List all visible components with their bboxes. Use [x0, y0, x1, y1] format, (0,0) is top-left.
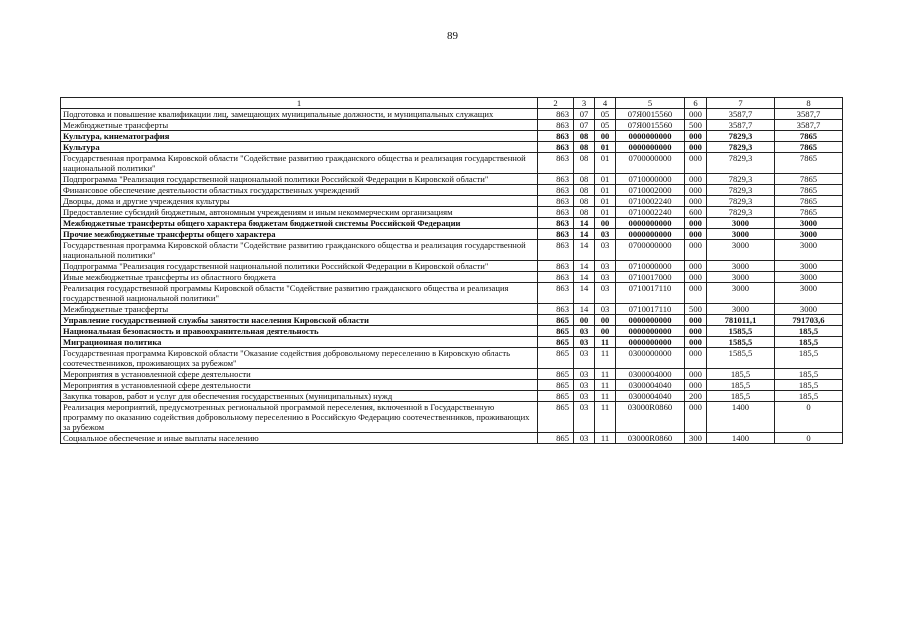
- cell-col3: 07: [574, 109, 595, 120]
- cell-col5: 07Я0015560: [616, 109, 685, 120]
- cell-col2: 863: [538, 272, 574, 283]
- cell-col6: 000: [685, 380, 707, 391]
- table-row: [61, 240, 843, 261]
- cell-col3: 03: [574, 402, 595, 433]
- table-row: [61, 153, 843, 174]
- cell-name: Прочие межбюджетные трансферты общего характера: [61, 229, 538, 240]
- header-row: [61, 98, 843, 109]
- header-cell: 8: [775, 98, 843, 109]
- cell-col2: 865: [538, 348, 574, 369]
- cell-name: Культура: [61, 142, 538, 153]
- cell-col7: 1400: [707, 433, 775, 444]
- cell-col6: 000: [685, 272, 707, 283]
- cell-col4: 00: [595, 315, 616, 326]
- cell-col4: 11: [595, 348, 616, 369]
- cell-col7: 781011,1: [707, 315, 775, 326]
- cell-name: Культура, кинематография: [61, 131, 538, 142]
- cell-col7: 1585,5: [707, 348, 775, 369]
- cell-col4: 11: [595, 433, 616, 444]
- table-row: [61, 272, 843, 283]
- cell-col5: 0000000000: [616, 315, 685, 326]
- cell-col6: 300: [685, 433, 707, 444]
- cell-col8: 185,5: [775, 337, 843, 348]
- cell-col6: 000: [685, 185, 707, 196]
- cell-col2: 865: [538, 337, 574, 348]
- table-row: [61, 185, 843, 196]
- cell-col7: 7829,3: [707, 207, 775, 218]
- cell-col8: 3587,7: [775, 120, 843, 131]
- cell-col7: 3000: [707, 261, 775, 272]
- cell-col8: 185,5: [775, 326, 843, 337]
- cell-col8: 3000: [775, 304, 843, 315]
- cell-col4: 01: [595, 185, 616, 196]
- table-row: [61, 109, 843, 120]
- cell-col3: 08: [574, 153, 595, 174]
- cell-col2: 863: [538, 261, 574, 272]
- cell-col7: 7829,3: [707, 196, 775, 207]
- cell-col7: 185,5: [707, 369, 775, 380]
- cell-col5: 0710002240: [616, 196, 685, 207]
- cell-col8: 7865: [775, 174, 843, 185]
- cell-col6: 000: [685, 402, 707, 433]
- cell-col8: 7865: [775, 131, 843, 142]
- cell-col4: 01: [595, 207, 616, 218]
- table-row: [61, 131, 843, 142]
- table-row: [61, 120, 843, 131]
- cell-col3: 08: [574, 196, 595, 207]
- cell-col7: 3000: [707, 283, 775, 304]
- cell-name: Подпрограмма "Реализация государственной национальной политики Российской Федерации в Кировской области": [61, 261, 538, 272]
- cell-col5: 0000000000: [616, 326, 685, 337]
- header-cell: 3: [574, 98, 595, 109]
- header-cell: 1: [61, 98, 538, 109]
- cell-col7: 185,5: [707, 391, 775, 402]
- cell-col7: 7829,3: [707, 131, 775, 142]
- table-row: [61, 433, 843, 444]
- cell-col2: 863: [538, 131, 574, 142]
- cell-col8: 3000: [775, 240, 843, 261]
- table-row: [61, 283, 843, 304]
- cell-col7: 1585,5: [707, 337, 775, 348]
- cell-col7: 3000: [707, 218, 775, 229]
- cell-col3: 08: [574, 185, 595, 196]
- table-row: [61, 348, 843, 369]
- cell-col4: 03: [595, 272, 616, 283]
- cell-col2: 863: [538, 109, 574, 120]
- cell-col3: 08: [574, 174, 595, 185]
- table-row: [61, 391, 843, 402]
- cell-col4: 00: [595, 131, 616, 142]
- cell-col4: 00: [595, 326, 616, 337]
- cell-col4: 11: [595, 380, 616, 391]
- header-cell: 7: [707, 98, 775, 109]
- cell-col4: 01: [595, 142, 616, 153]
- cell-col6: 000: [685, 337, 707, 348]
- cell-col6: 000: [685, 326, 707, 337]
- page-number: 89: [447, 30, 458, 42]
- table-row: [61, 304, 843, 315]
- cell-col6: 200: [685, 391, 707, 402]
- cell-col5: 0710000000: [616, 261, 685, 272]
- cell-col4: 03: [595, 240, 616, 261]
- table-row: [61, 142, 843, 153]
- cell-name: Миграционная политика: [61, 337, 538, 348]
- cell-col4: 03: [595, 229, 616, 240]
- cell-col5: 0300000000: [616, 348, 685, 369]
- cell-col2: 865: [538, 326, 574, 337]
- cell-col5: 0710002240: [616, 207, 685, 218]
- cell-name: Дворцы, дома и другие учреждения культуры: [61, 196, 538, 207]
- cell-col8: 185,5: [775, 369, 843, 380]
- cell-col2: 865: [538, 380, 574, 391]
- header-cell: 4: [595, 98, 616, 109]
- table-row: [61, 196, 843, 207]
- cell-col7: 7829,3: [707, 142, 775, 153]
- cell-name: Предоставление субсидий бюджетным, автономным учреждениям и иным некоммерческим организациям: [61, 207, 538, 218]
- cell-col7: 7829,3: [707, 174, 775, 185]
- cell-name: Финансовое обеспечение деятельности областных государственных учреждений: [61, 185, 538, 196]
- cell-name: Закупка товаров, работ и услуг для обеспечения государственных (муниципальных) нужд: [61, 391, 538, 402]
- cell-col7: 3587,7: [707, 120, 775, 131]
- cell-col6: 500: [685, 120, 707, 131]
- cell-col5: 0300004040: [616, 391, 685, 402]
- cell-col5: 0300004040: [616, 380, 685, 391]
- cell-col2: 865: [538, 315, 574, 326]
- cell-col2: 863: [538, 283, 574, 304]
- cell-col6: 500: [685, 304, 707, 315]
- cell-col4: 05: [595, 120, 616, 131]
- cell-col2: 863: [538, 229, 574, 240]
- cell-col6: 000: [685, 131, 707, 142]
- table-row: [61, 174, 843, 185]
- cell-col5: 0000000000: [616, 229, 685, 240]
- cell-col2: 863: [538, 240, 574, 261]
- cell-col4: 11: [595, 402, 616, 433]
- cell-col7: 7829,3: [707, 185, 775, 196]
- cell-col3: 03: [574, 391, 595, 402]
- table-row: [61, 380, 843, 391]
- cell-col5: 0700000000: [616, 153, 685, 174]
- cell-col8: 7865: [775, 196, 843, 207]
- cell-col5: 0700000000: [616, 240, 685, 261]
- cell-col4: 11: [595, 369, 616, 380]
- cell-col5: 03000R0860: [616, 433, 685, 444]
- cell-col3: 03: [574, 369, 595, 380]
- cell-col2: 863: [538, 185, 574, 196]
- cell-name: Реализация государственной программы Кировской области "Содействие развитию гражданского общества и реализация государственной национальной политики": [61, 283, 538, 304]
- cell-col7: 1400: [707, 402, 775, 433]
- cell-col4: 03: [595, 304, 616, 315]
- cell-col4: 01: [595, 196, 616, 207]
- table-row: [61, 218, 843, 229]
- cell-col2: 863: [538, 153, 574, 174]
- cell-col8: 3587,7: [775, 109, 843, 120]
- cell-col6: 000: [685, 315, 707, 326]
- cell-col4: 03: [595, 283, 616, 304]
- cell-col4: 11: [595, 391, 616, 402]
- cell-name: Государственная программа Кировской области "Оказание содействия добровольному переселению в Кировскую область соотечественников, проживающих за рубежом": [61, 348, 538, 369]
- cell-col6: 000: [685, 109, 707, 120]
- cell-col2: 863: [538, 120, 574, 131]
- cell-col4: 00: [595, 218, 616, 229]
- cell-col5: 0710002000: [616, 185, 685, 196]
- cell-col7: 1585,5: [707, 326, 775, 337]
- cell-col8: 185,5: [775, 391, 843, 402]
- cell-name: Государственная программа Кировской области "Содействие развитию гражданского общества и реализация государственной национальной политики": [61, 153, 538, 174]
- cell-name: Мероприятия в установленной сфере деятельности: [61, 380, 538, 391]
- cell-name: Иные межбюджетные трансферты из областного бюджета: [61, 272, 538, 283]
- table-row: [61, 369, 843, 380]
- cell-col6: 000: [685, 369, 707, 380]
- cell-col3: 03: [574, 348, 595, 369]
- cell-col8: 3000: [775, 261, 843, 272]
- table-row: [61, 315, 843, 326]
- cell-col4: 05: [595, 109, 616, 120]
- table-row: [61, 337, 843, 348]
- cell-name: Межбюджетные трансферты: [61, 304, 538, 315]
- cell-col3: 08: [574, 142, 595, 153]
- cell-name: Реализация мероприятий, предусмотренных региональной программой переселения, включенной в Государственную программу по оказанию содействия добровольному переселению в Российскую Федерацию соотечественников, проживающих за рубежом: [61, 402, 538, 433]
- table-row: [61, 261, 843, 272]
- cell-col8: 185,5: [775, 380, 843, 391]
- cell-col7: 7829,3: [707, 153, 775, 174]
- cell-name: Мероприятия в установленной сфере деятельности: [61, 369, 538, 380]
- cell-col8: 0: [775, 402, 843, 433]
- cell-col5: 0000000000: [616, 218, 685, 229]
- cell-col8: 185,5: [775, 348, 843, 369]
- cell-col5: 03000R0860: [616, 402, 685, 433]
- cell-col2: 863: [538, 304, 574, 315]
- cell-col7: 185,5: [707, 380, 775, 391]
- cell-col6: 000: [685, 174, 707, 185]
- cell-col6: 000: [685, 196, 707, 207]
- cell-col3: 14: [574, 240, 595, 261]
- cell-col5: 07Я0015560: [616, 120, 685, 131]
- cell-col3: 03: [574, 337, 595, 348]
- cell-col8: 3000: [775, 229, 843, 240]
- cell-col5: 0300004000: [616, 369, 685, 380]
- cell-col3: 14: [574, 218, 595, 229]
- cell-col3: 14: [574, 261, 595, 272]
- cell-col7: 3000: [707, 272, 775, 283]
- cell-col8: 7865: [775, 207, 843, 218]
- cell-col5: 0710000000: [616, 174, 685, 185]
- cell-col3: 14: [574, 283, 595, 304]
- cell-name: Управление государственной службы занятости населения Кировской области: [61, 315, 538, 326]
- cell-col6: 000: [685, 283, 707, 304]
- cell-col4: 01: [595, 174, 616, 185]
- header-cell: 6: [685, 98, 707, 109]
- cell-col8: 7865: [775, 142, 843, 153]
- cell-col4: 11: [595, 337, 616, 348]
- cell-col6: 000: [685, 348, 707, 369]
- cell-col2: 863: [538, 196, 574, 207]
- cell-col7: 3000: [707, 229, 775, 240]
- cell-col3: 08: [574, 131, 595, 142]
- cell-col8: 7865: [775, 153, 843, 174]
- cell-col3: 03: [574, 380, 595, 391]
- table-row: [61, 229, 843, 240]
- budget-table: [60, 97, 843, 444]
- cell-col2: 863: [538, 142, 574, 153]
- cell-col8: 3000: [775, 272, 843, 283]
- cell-col4: 01: [595, 153, 616, 174]
- cell-col2: 863: [538, 174, 574, 185]
- cell-col5: 0710017000: [616, 272, 685, 283]
- cell-col6: 000: [685, 229, 707, 240]
- cell-name: Подпрограмма "Реализация государственной национальной политики Российской Федерации в Кировской области": [61, 174, 538, 185]
- cell-col8: 7865: [775, 185, 843, 196]
- cell-col5: 0000000000: [616, 131, 685, 142]
- cell-name: Межбюджетные трансферты общего характера бюджетам бюджетной системы Российской Федерации: [61, 218, 538, 229]
- cell-name: Межбюджетные трансферты: [61, 120, 538, 131]
- header-cell: 5: [616, 98, 685, 109]
- cell-col8: 791703,6: [775, 315, 843, 326]
- table-body: [61, 98, 843, 444]
- header-cell: 2: [538, 98, 574, 109]
- cell-col7: 3587,7: [707, 109, 775, 120]
- cell-col6: 000: [685, 261, 707, 272]
- cell-col6: 000: [685, 218, 707, 229]
- table-row: [61, 207, 843, 218]
- cell-col6: 000: [685, 153, 707, 174]
- cell-col3: 03: [574, 326, 595, 337]
- table-row: [61, 326, 843, 337]
- cell-col3: 00: [574, 315, 595, 326]
- cell-name: Национальная безопасность и правоохранительная деятельность: [61, 326, 538, 337]
- cell-col2: 865: [538, 433, 574, 444]
- cell-col3: 08: [574, 207, 595, 218]
- cell-col5: 0710017110: [616, 283, 685, 304]
- cell-name: Государственная программа Кировской области "Содействие развитию гражданского общества и реализация государственной национальной политики": [61, 240, 538, 261]
- cell-col3: 14: [574, 272, 595, 283]
- cell-col2: 865: [538, 402, 574, 433]
- cell-col6: 600: [685, 207, 707, 218]
- cell-col7: 3000: [707, 240, 775, 261]
- cell-col7: 3000: [707, 304, 775, 315]
- cell-col3: 07: [574, 120, 595, 131]
- cell-col3: 14: [574, 229, 595, 240]
- cell-col6: 000: [685, 142, 707, 153]
- cell-col5: 0710017110: [616, 304, 685, 315]
- cell-col2: 863: [538, 218, 574, 229]
- cell-col8: 0: [775, 433, 843, 444]
- cell-col8: 3000: [775, 283, 843, 304]
- cell-col4: 03: [595, 261, 616, 272]
- cell-col5: 0000000000: [616, 337, 685, 348]
- cell-col2: 865: [538, 391, 574, 402]
- cell-name: Подготовка и повышение квалификации лиц, замещающих муниципальные должности, и муниципальных служащих: [61, 109, 538, 120]
- cell-col6: 000: [685, 240, 707, 261]
- table-row: [61, 402, 843, 433]
- cell-col3: 03: [574, 433, 595, 444]
- cell-col5: 0000000000: [616, 142, 685, 153]
- cell-name: Социальное обеспечение и иные выплаты населению: [61, 433, 538, 444]
- cell-col8: 3000: [775, 218, 843, 229]
- cell-col2: 863: [538, 207, 574, 218]
- cell-col3: 14: [574, 304, 595, 315]
- cell-col2: 865: [538, 369, 574, 380]
